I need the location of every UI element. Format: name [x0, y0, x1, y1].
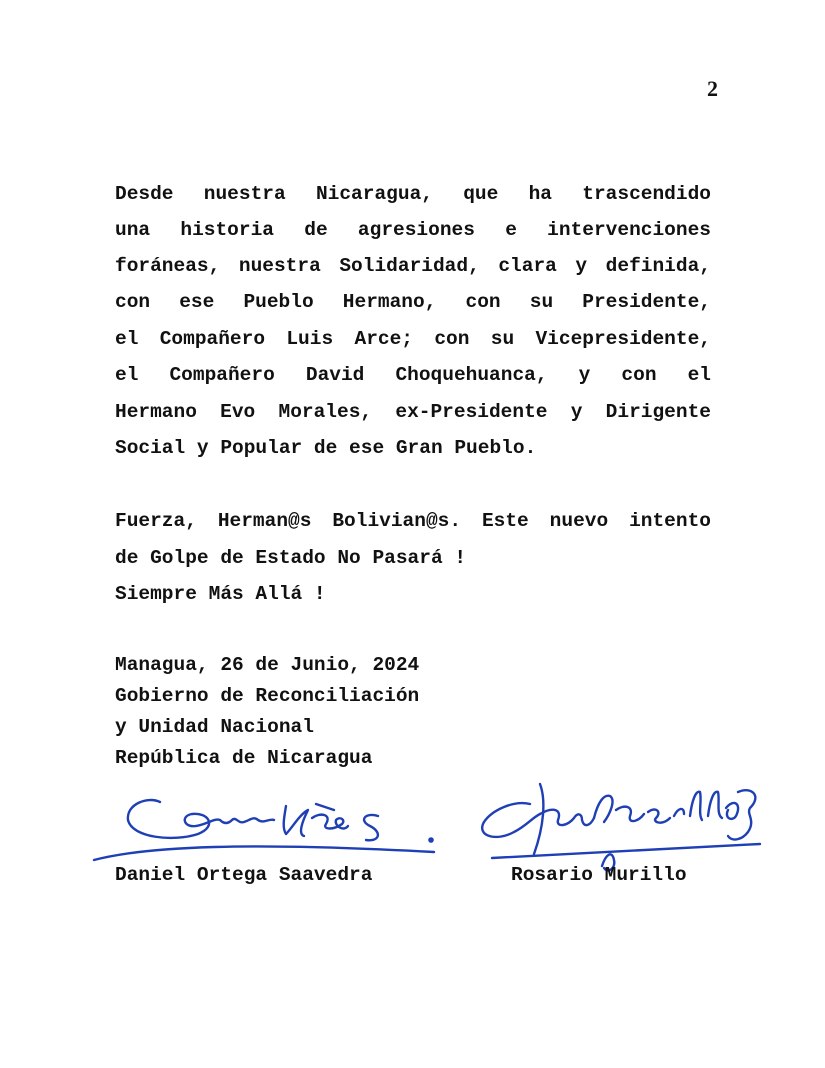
signature-left [88, 790, 448, 870]
paragraph-line: Hermano Evo Morales, ex-Presidente y Dirigente [115, 401, 711, 423]
signatory-name-right: Rosario Murillo [511, 864, 687, 886]
paragraph-line: foráneas, nuestra Solidaridad, clara y definida, [115, 255, 711, 277]
closing-line: República de Nicaragua [115, 747, 373, 769]
paragraph-line: de Golpe de Estado No Pasará ! [115, 547, 467, 569]
paragraph-line: Siempre Más Allá ! [115, 583, 326, 605]
closing-line: Gobierno de Reconciliación [115, 685, 420, 707]
closing-line: y Unidad Nacional [115, 716, 314, 738]
paragraph-line: Social y Popular de ese Gran Pueblo. [115, 437, 537, 459]
paragraph-line: el Compañero David Choquehuanca, y con el [115, 364, 711, 386]
paragraph-line: Fuerza, Herman@s Bolivian@s. Este nuevo intento [115, 510, 711, 532]
paragraph-line: una historia de agresiones e intervenciones [115, 219, 711, 241]
paragraph-line: con ese Pueblo Hermano, con su Presidente, [115, 291, 711, 313]
closing-date: Managua, 26 de Junio, 2024 [115, 654, 420, 676]
signatory-name-left: Daniel Ortega Saavedra [115, 864, 373, 886]
paragraph-line: el Compañero Luis Arce; con su Vicepresidente, [115, 328, 711, 350]
page-number: 2 [707, 76, 718, 101]
paragraph-line: Desde nuestra Nicaragua, que ha trascendido [115, 183, 711, 205]
